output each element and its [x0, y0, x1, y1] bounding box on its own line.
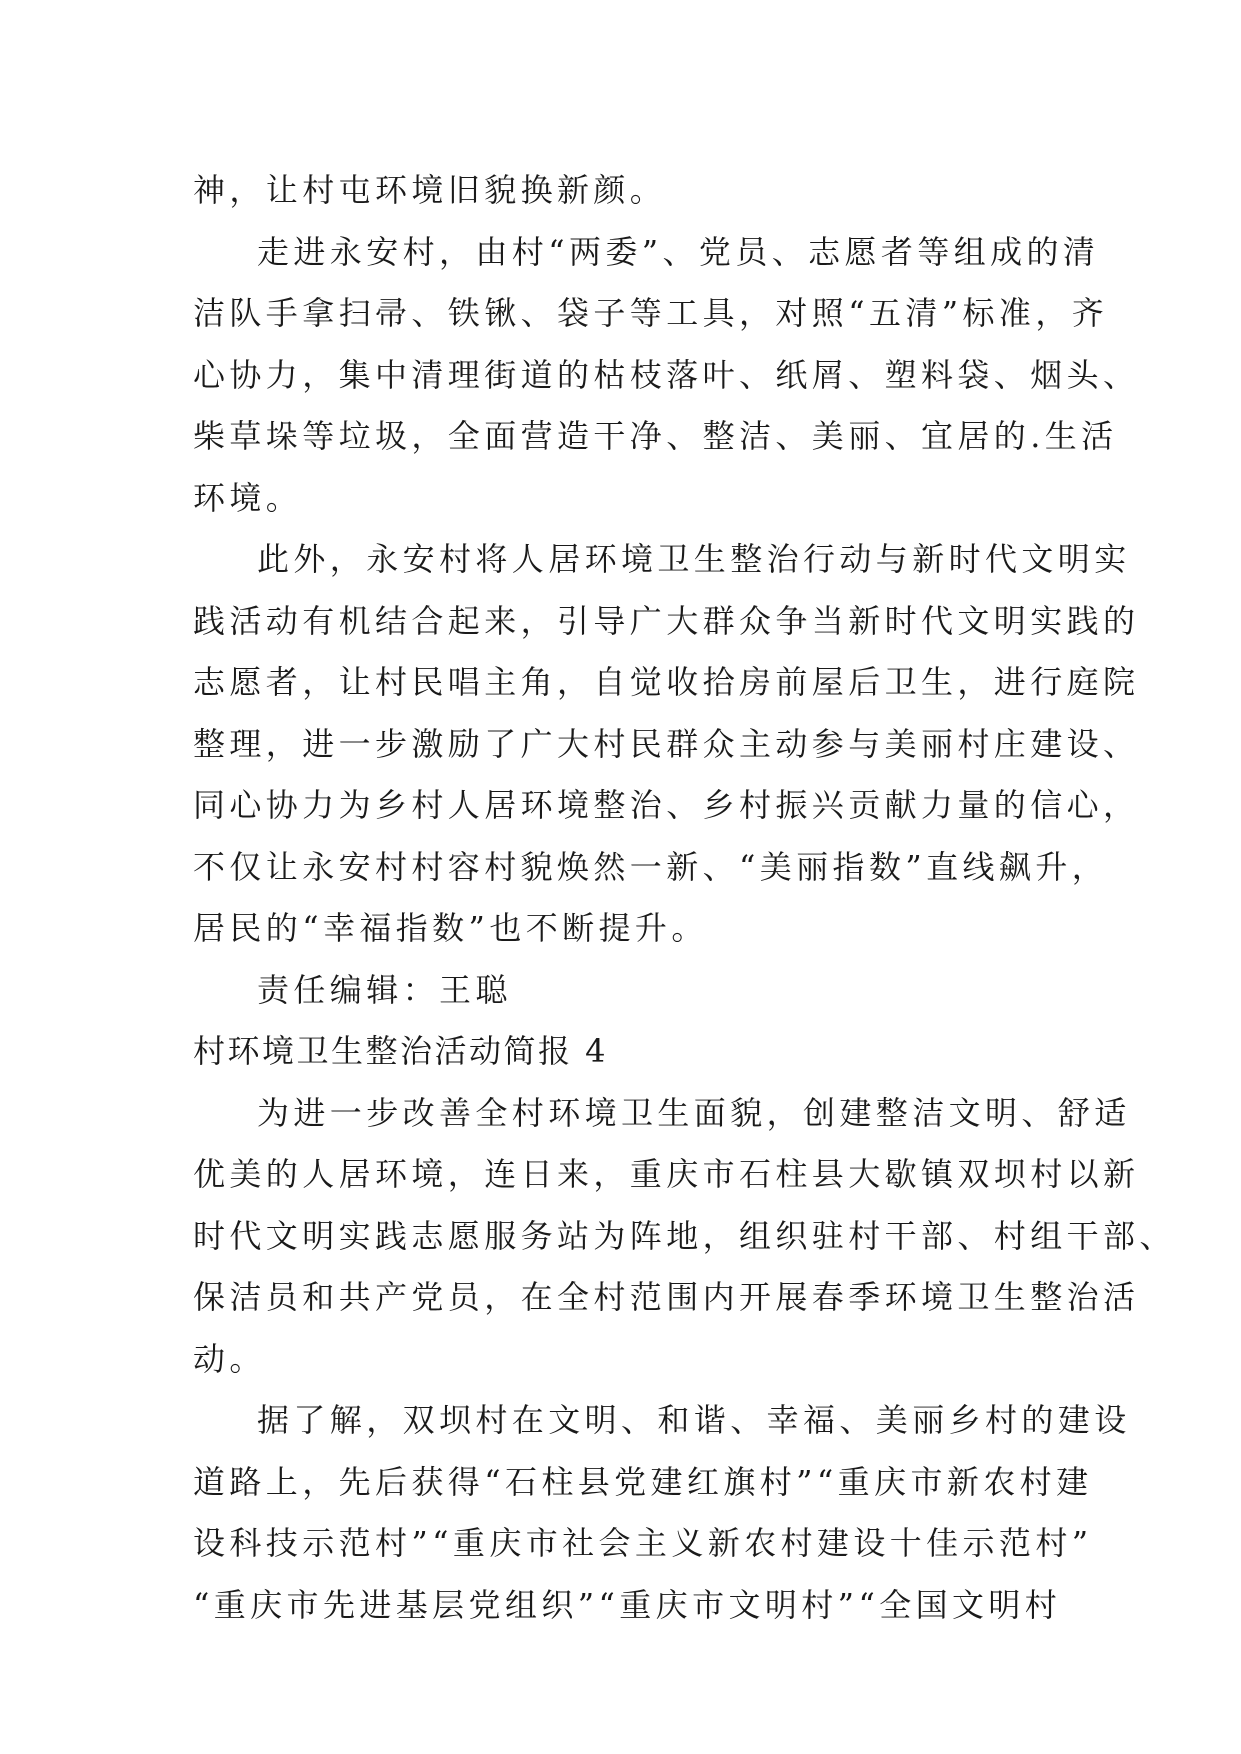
text-line: 柴草垛等垃圾，全面营造干净、整洁、美丽、宜居的.生活: [193, 417, 1118, 455]
text-line: 时代文明实践志愿服务站为阵地，组织驻村干部、村组干部、: [193, 1216, 1176, 1255]
document-body: [193, 160, 1176, 1636]
text-line: “重庆市先进基层党组织”“重庆市文明村”“全国文明村: [193, 1585, 1062, 1624]
paragraph-first-line: 此外，永安村将人居环境卫生整治行动与新时代文明实: [257, 540, 1131, 578]
text-line: 环境。: [193, 478, 303, 517]
paragraph-first-line: 为进一步改善全村环境卫生面貌，创建整洁文明、舒适: [257, 1093, 1131, 1132]
text-line: 志愿者，让村民唱主角，自觉收拾房前屋后卫生，进行庭院: [193, 663, 1140, 701]
editor-credit: 责任编辑：王聪: [257, 970, 512, 1009]
section-heading: 村环境卫生整治活动简报 4: [193, 1032, 609, 1070]
text-line: 整理，进一步激励了广大村民群众主动参与美丽村庄建设、: [193, 724, 1140, 763]
text-line: 心协力，集中清理街道的枯枝落叶、纸屑、塑料袋、烟头、: [193, 355, 1140, 394]
text-line: 居民的“幸福指数”也不断提升。: [193, 909, 708, 947]
text-line: 洁队手拿扫帚、铁锹、袋子等工具，对照“五清”标准，齐: [193, 294, 1109, 332]
text-line: 不仅让永安村村容村貌焕然一新、“美丽指数”直线飙升，: [193, 847, 1109, 886]
paragraph-first-line: 据了解，双坝村在文明、和谐、幸福、美丽乡村的建设: [257, 1401, 1131, 1439]
text-line: 优美的人居环境，连日来，重庆市石柱县大歇镇双坝村以新: [193, 1155, 1140, 1193]
text-line: 同心协力为乡村人居环境整治、乡村振兴贡献力量的信心，: [193, 786, 1140, 824]
paragraph-first-line: 走进永安村，由村“两委”、党员、志愿者等组成的清: [257, 232, 1100, 271]
text-line: 动。: [193, 1339, 266, 1378]
text-line: 神，让村屯环境旧貌换新颜。: [193, 171, 667, 209]
text-line: 设科技示范村”“重庆市社会主义新农村建设十佳示范村”: [193, 1524, 1093, 1562]
text-line: 践活动有机结合起来，引导广大群众争当新时代文明实践的: [193, 601, 1140, 640]
text-line: 保洁员和共产党员，在全村范围内开展春季环境卫生整治活: [193, 1278, 1140, 1316]
text-line: 道路上，先后获得“石柱县党建红旗村”“重庆市新农村建: [193, 1462, 1093, 1501]
